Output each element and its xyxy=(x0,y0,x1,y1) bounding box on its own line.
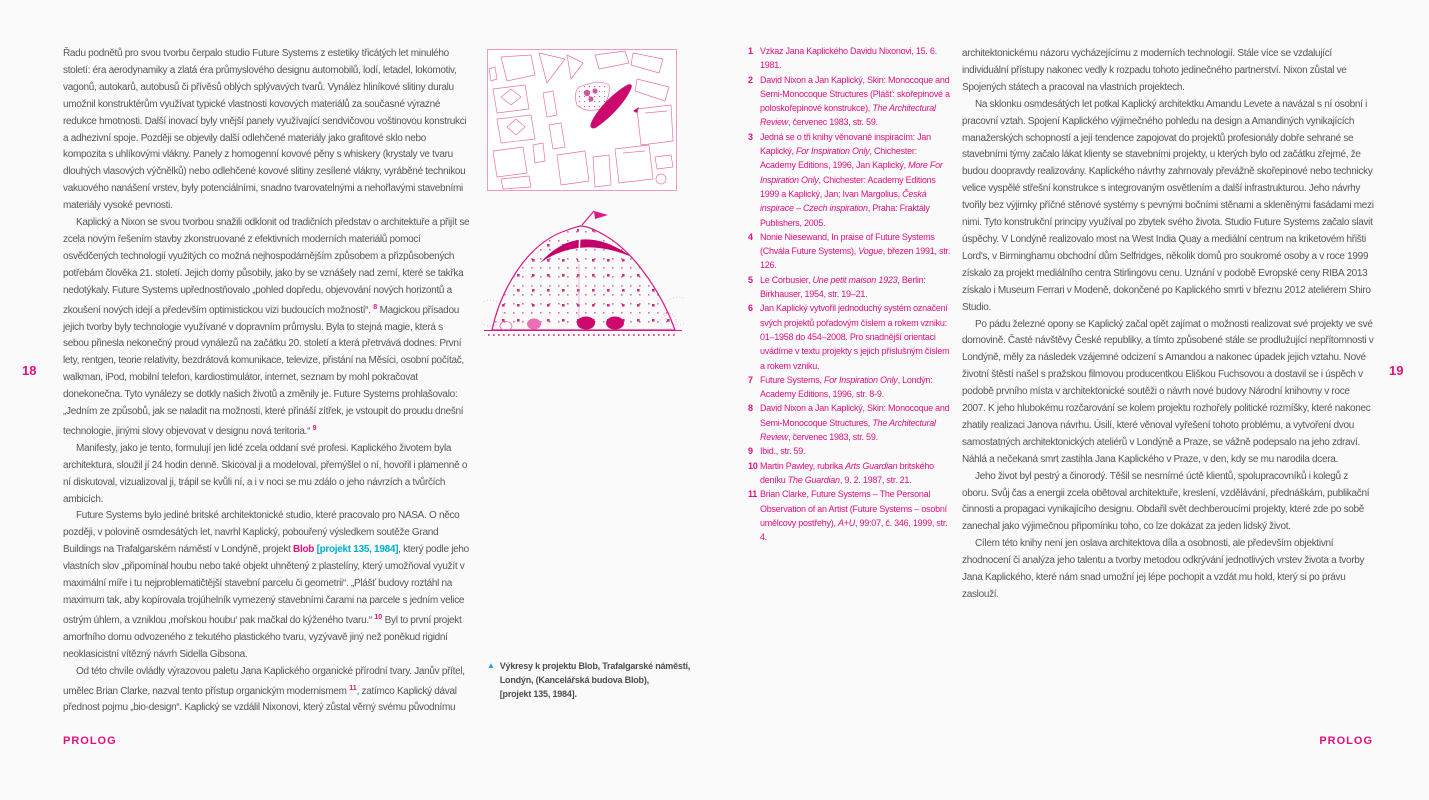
flag-pole xyxy=(582,211,594,225)
footnote-ref: 8 xyxy=(373,303,378,311)
text-run: , který podle jeho vlastních slov „připomínal houbu nebo také objekt uhnětený z plastelíny, který umožňoval využít v maximální míře i tu nejproblematičtější stavební parcelu či geometrii“. „Plášť budovy roztáhl na maximum tak, aby kopírovala trojúhelník vymezený stavebními čarami na parcele s jedním velice ostrým úhlem, a vzniklou ‚mořskou houbu‘ pak mačkal do kýženého tvaru.“ xyxy=(63,544,469,626)
footnote-text: Martin Pawley, rubrika Arts Guardian britského deníku The Guardian, 9. 2. 1987, str. 21. xyxy=(760,460,934,485)
text-run: Po pádu železné opony se Kaplický začal opět zajímat o možnosti realizovat své projekty ve své domovině. Časté návštěvy České republiky, a tímto způsobené stále se prodlužující nepřítomnosti v Londýně, měly za následek vzájemné odcizení s Amandou a nakonec úpadek jejich vztahu. Nové životní štěstí našel s pražskou filmovou producentkou Eliškou Fuchsovou a dostavil se i úspěch v podobě prvního místa v architektonické soutěži o návrh nové budovy Národní knihovny v roce 2007. K jeho hlubokému rozčarování se kolem projektu rozhořely politické rozmíšky, které nakonec zhatily realizaci Janova návrhu. Úsilí, které věnoval vyřešení tohoto problému, a vytvoření dvou samostatných architektonických ateliérů v Londýně a Praze, se vážně podepsalo na jeho zdraví. Náhlá a nečekaná smrt zastihla Jana Kaplického v Praze, v den, kdy se mu narodila dcera. xyxy=(962,318,1374,465)
left-page-text xyxy=(63,46,470,717)
elevation-drawing xyxy=(482,209,685,342)
footnote-text: Ibid., str. 59. xyxy=(760,446,806,457)
text-run: Cílem této knihy není jen oslava architektova díla a osobnosti, ale především objektivní zhodnocení či analýza jeho talentu a tvorby metodou odkrývání jednotlivých vrstev života a tvorby Jana Kaplického, které nám snad umožní jej lépe pochopit a vzdát mu hold, který si po právu zaslouží. xyxy=(962,538,1365,600)
footnote-ref: 9 xyxy=(312,424,317,432)
footnote-item xyxy=(748,459,954,488)
footnote-number: 3 xyxy=(748,131,753,142)
flag xyxy=(594,211,608,219)
text-run: , zatímco Kaplický dával přednost pojmu „bio-design“. Kaplický se vzdálil Nixonovi, který zůstal věrný svému původnímu xyxy=(63,685,457,714)
caption-triangle-icon: ▲ xyxy=(487,661,495,670)
footnote-text: Brian Clarke, Future Systems – The Personal Observation of an Artist (Future Systems – osobní umělcovy postřehy), A+U, 99:07, č. 346, 1999, str. 4. xyxy=(760,489,948,543)
footnote-text: Future Systems, For Inspiration Only, Londýn: Academy Editions, 1996, str. 8-9. xyxy=(760,374,933,400)
footnote-item xyxy=(748,73,954,130)
text-run: architektonickému názoru vycházejícímu z moderních technologií. Stále více se vzdalující individuální přístupy nakonec vedly k rozpadu tohoto jedinečného partnerství. Nixon zůstal ve Spojených státech a pracoval na vlastních projektech. xyxy=(962,48,1347,93)
text-run: Od této chvíle ovládly výrazovou paletu Jana Kaplického organické přírodní tvary. Janův přítel, umělec Brian Clarke, nazval tento přístup organickým modernismem xyxy=(63,665,465,697)
figure-caption xyxy=(487,659,722,701)
text-run: Byl to první projekt amorfního domu odvozeného z tekutého plastického tvaru, vyzývavě jiný než poněkud rigidní neoklasicistní vítězný návrh Sidella Gibsona. xyxy=(63,614,462,660)
body-paragraph xyxy=(63,441,470,509)
caption-line: [projekt 135, 1984]. xyxy=(499,689,577,699)
footnote-item xyxy=(748,130,954,230)
caption-line: Londýn, (Kancelářská budova Blob), xyxy=(499,675,649,685)
footnote-ref: 11 xyxy=(349,684,357,692)
footnote-number: 7 xyxy=(748,374,753,385)
footnote-number: 10 xyxy=(748,460,758,471)
footnote-item xyxy=(748,230,954,273)
text-run: Na sklonku osmdesátých let potkal Kaplický architektku Amandu Levete a navázal s ní osobní i pracovní vztah. Spojení Kaplického výjimečného pohledu na design a Amandiných vynikajících manažerských schopností a její tendence zapojovat do projektů profesionály dobře sehrané se stavebními týmy začalo lákat klienty se stavebními projekty, u kterých bylo od začátku zřejmé, že budou doopravdy realizovány. Kaplického návrhy zahrnovaly převážně skořepinové nebo technicky velice vyspělé střešní konstrukce s integrovaným osvětlením a další infrastrukturou. Jeho návrhy tvořily bez výjimky příčné stěnové systémy s pevnými bočními stěnami a skleněnými fasádami mezi nimi. Tyto konstrukční principy využíval po zbytek svého života. Studio Future Systems začalo slavit úspěchy. V Londýně realizovalo most na West India Quay a mediální centrum na kriketovém hřišti Lord's, v Birminghamu obchodní dům Selfridges, několik domů pro soukromé osoby a v roce 1999 získalo za projekt mediálního centra Stirlingovu cenu. Uznání v podobě Evropské ceny RIBA 2013 získalo i Museum Ferrari v Modeně, dokončené po Kaplického smrti v březnu 2012 ateliérem Shiro Studio. xyxy=(962,98,1374,313)
footnote-item xyxy=(748,373,954,402)
body-paragraph xyxy=(63,46,470,215)
footnote-number: 8 xyxy=(748,403,753,414)
text-run: Řadu podnětů pro svou tvorbu čerpalo studio Future Systems z estetiky třicátých let minulého století: éra aerodynamiky a zlatá éra průmyslového designu automobilů, lodí, letadel, lokomotiv, vagonů, autokarů, autobusů či přívěsů oblých splývavých tvarů. Vynález hliníkové slitiny duralu umožnil konstruktérům využívat typické vlastnosti kovových materiálů za současné výrazné redukce hmotnosti. Další inovací byly vnější panely využívající sendvičovou voštinovou konstrukci a adhezivní spoje. Později se objevily další odlehčené materiály jako grafitové sklo nebo kompozita s uhlíkovými vlákny. Panely z homogenní kovové pěny s whiskery (krystaly ve tvaru dlouhých vlasových výčnělků) nebo odlehčené kovové slitiny zesílené vlákny, vyráběné technikou vakuového nanášení vrstev, byly potenciálními, snadno tvarovatelnými a nehořlavými stavebními materiály vysoké pevnosti. xyxy=(63,48,467,212)
footnote-number: 9 xyxy=(748,446,753,457)
footnote-item xyxy=(748,487,954,544)
body-paragraph xyxy=(962,317,1374,469)
footnote-number: 1 xyxy=(748,46,753,56)
body-paragraph xyxy=(962,536,1374,604)
footer-prolog-right: PROLOG xyxy=(1319,735,1373,747)
footnote-item xyxy=(748,273,954,302)
footer-prolog-left: PROLOG xyxy=(63,735,117,747)
site-plan-drawing xyxy=(487,49,677,191)
caption-line: Výkresy k projektu Blob, Trafalgarské náměstí, xyxy=(499,661,691,671)
text-run: Kaplický a Nixon se svou tvorbou snažili odklonit od tradičních představ o architektuře a přijít se zcela novým řešením stavby zkonstruované z efektivních moderních materiálů pomocí osvědčených technologií využitých co možná nejhospodárnějším způsobem a přizpůsobených potřebám člověka 21. století. Jejich domy působily, jako by se vznášely nad zemí, které se takřka nedotýkaly. Future Systems upřednostňovalo „pohled dopředu, objevování nových horizontů a zkoušení nových idejí a především optimistickou vizi budoucích možností“. xyxy=(63,217,470,316)
right-page-text xyxy=(962,46,1374,604)
footnote-number: 4 xyxy=(748,231,753,242)
page-number-right: 19 xyxy=(1389,363,1404,378)
body-paragraph xyxy=(63,664,470,718)
figure-caption-text xyxy=(500,659,690,701)
footnote-text: Vzkaz Jana Kaplického Davidu Nixonovi, 15. 6. 1981. xyxy=(760,46,937,71)
body-paragraph xyxy=(962,97,1374,317)
footnote-text: David Nixon a Jan Kaplický, Skin: Monocoque and Semi-Monocoque Structures (Plášť: skořepinové a poloskořepinové konstrukce), The Architectural Review, červenec 1983, str. 59. xyxy=(760,74,950,128)
footnote-text: David Nixon a Jan Kaplický, Skin: Monocoque and Semi-Monocoque Structures, The Architectural Review, červenec 1983, str. 59. xyxy=(760,403,950,443)
footnotes-column xyxy=(748,44,954,544)
footnote-text: Nonie Niesewand, In praise of Future Systems (Chvála Future Systems), Vogue, březen 1991, str. 126. xyxy=(760,231,951,271)
footnote-text: Jan Kaplický vytvořil jednoduchý systém označení svých projektů pořadovým číslem a rokem vzniku: 01–1958 do 454–2008. Pro snadnější orientaci uvádíme v textu projekty s jejich příslušným číslem a rokem vzniku. xyxy=(760,303,950,371)
footnote-number: 5 xyxy=(748,274,753,285)
footnote-item xyxy=(748,444,954,458)
body-paragraph xyxy=(962,46,1374,97)
footnote-ref: 10 xyxy=(374,613,383,621)
highlighted-text: [projekt 135, 1984] xyxy=(316,544,399,556)
footnote-number: 11 xyxy=(748,489,758,500)
text-run: Manifesty, jako je tento, formulují jen lidé zcela oddaní své profesi. Kaplického životem byla architektura, sloužil jí 24 hodin denně. Skicoval ji a modeloval, přemýšlel o ní, hovořil i plamenně o ní diskutoval, vizualizoval ji, trápil se kvůli ní, a i v noci se mu zdálo o jeho návrzích a tvůrčích ambicích. xyxy=(63,442,468,505)
footnote-item xyxy=(748,401,954,444)
text-run: Jeho život byl pestrý a činorodý. Těšil se nesmírné úctě klientů, spolupracovníků i kolegů z oboru. Svůj čas a energii zcela obětoval architektuře, kreslení, vzdělávání, přednáškám, publikační činnosti a propagaci vynikajícího designu. Obdařil svět dechberoucími projekty, které zde po sobě zanechal jako výjimečnou připomínku toho, co lze dokázat za jeden lidský život. xyxy=(962,470,1370,533)
text-run: Magickou přísadou jejich tvorby byly technologie využívané v dopravním průmyslu. Byla to stejná magie, která s sebou přinesla nekonečný proud vynálezů na začátku 20. století a která přetrvává dodnes. První lety, rentgen, teorie relativity, bezdrátová komunikace, televize, přistání na Měsíci, osobní počítač, walkman, iPod, mobilní telefon, kardiostimulátor, internet, seznam by mohl pokračovat donekonečna. Tyto vynálezy se dotkly našich životů a změnily je. Future Systems prohlašovalo: „Jedním ze způsobů, jak se naladit na možnosti, které přináší zítřek, je vstoupit do proudu dnešní technologie, jinými slovy objevovat v designu nová teritoria.“ xyxy=(63,304,464,437)
body-paragraph xyxy=(962,469,1374,537)
body-paragraph xyxy=(63,215,470,441)
highlighted-text: Blob xyxy=(293,544,315,556)
text-run: Future Systems bylo jediné britské architektonické studio, které pracovalo pro NASA. O něco později, v polovině osmdesátých let, navrhl Kaplický, pobouřený výsledkem soutěže Grand Buildings na Trafalgarském náměstí v Londýně, projekt xyxy=(63,510,460,556)
footnote-item xyxy=(748,301,954,372)
footnote-item xyxy=(748,44,954,73)
footnote-text: Jedná se o tři knihy věnované inspiracím: Jan Kaplický, For Inspiration Only, Chichester: Academy Editions, 1996, Jan Kaplický, More For Inspiration Only, Chichester: Academy Editions 1999 a Kaplický, Jan; Ivan Margolius, Česká inspirace – Czech inspiration, Praha: Fraktály Publishers, 2005. xyxy=(760,131,943,228)
page-number-left: 18 xyxy=(22,363,37,378)
body-paragraph xyxy=(63,508,470,663)
footnote-text: Le Corbusier, Une petit maison 1923, Berlin: Birkhauser, 1954, str. 19–21. xyxy=(760,274,926,300)
footnote-number: 6 xyxy=(748,303,753,314)
footnote-number: 2 xyxy=(748,74,753,85)
